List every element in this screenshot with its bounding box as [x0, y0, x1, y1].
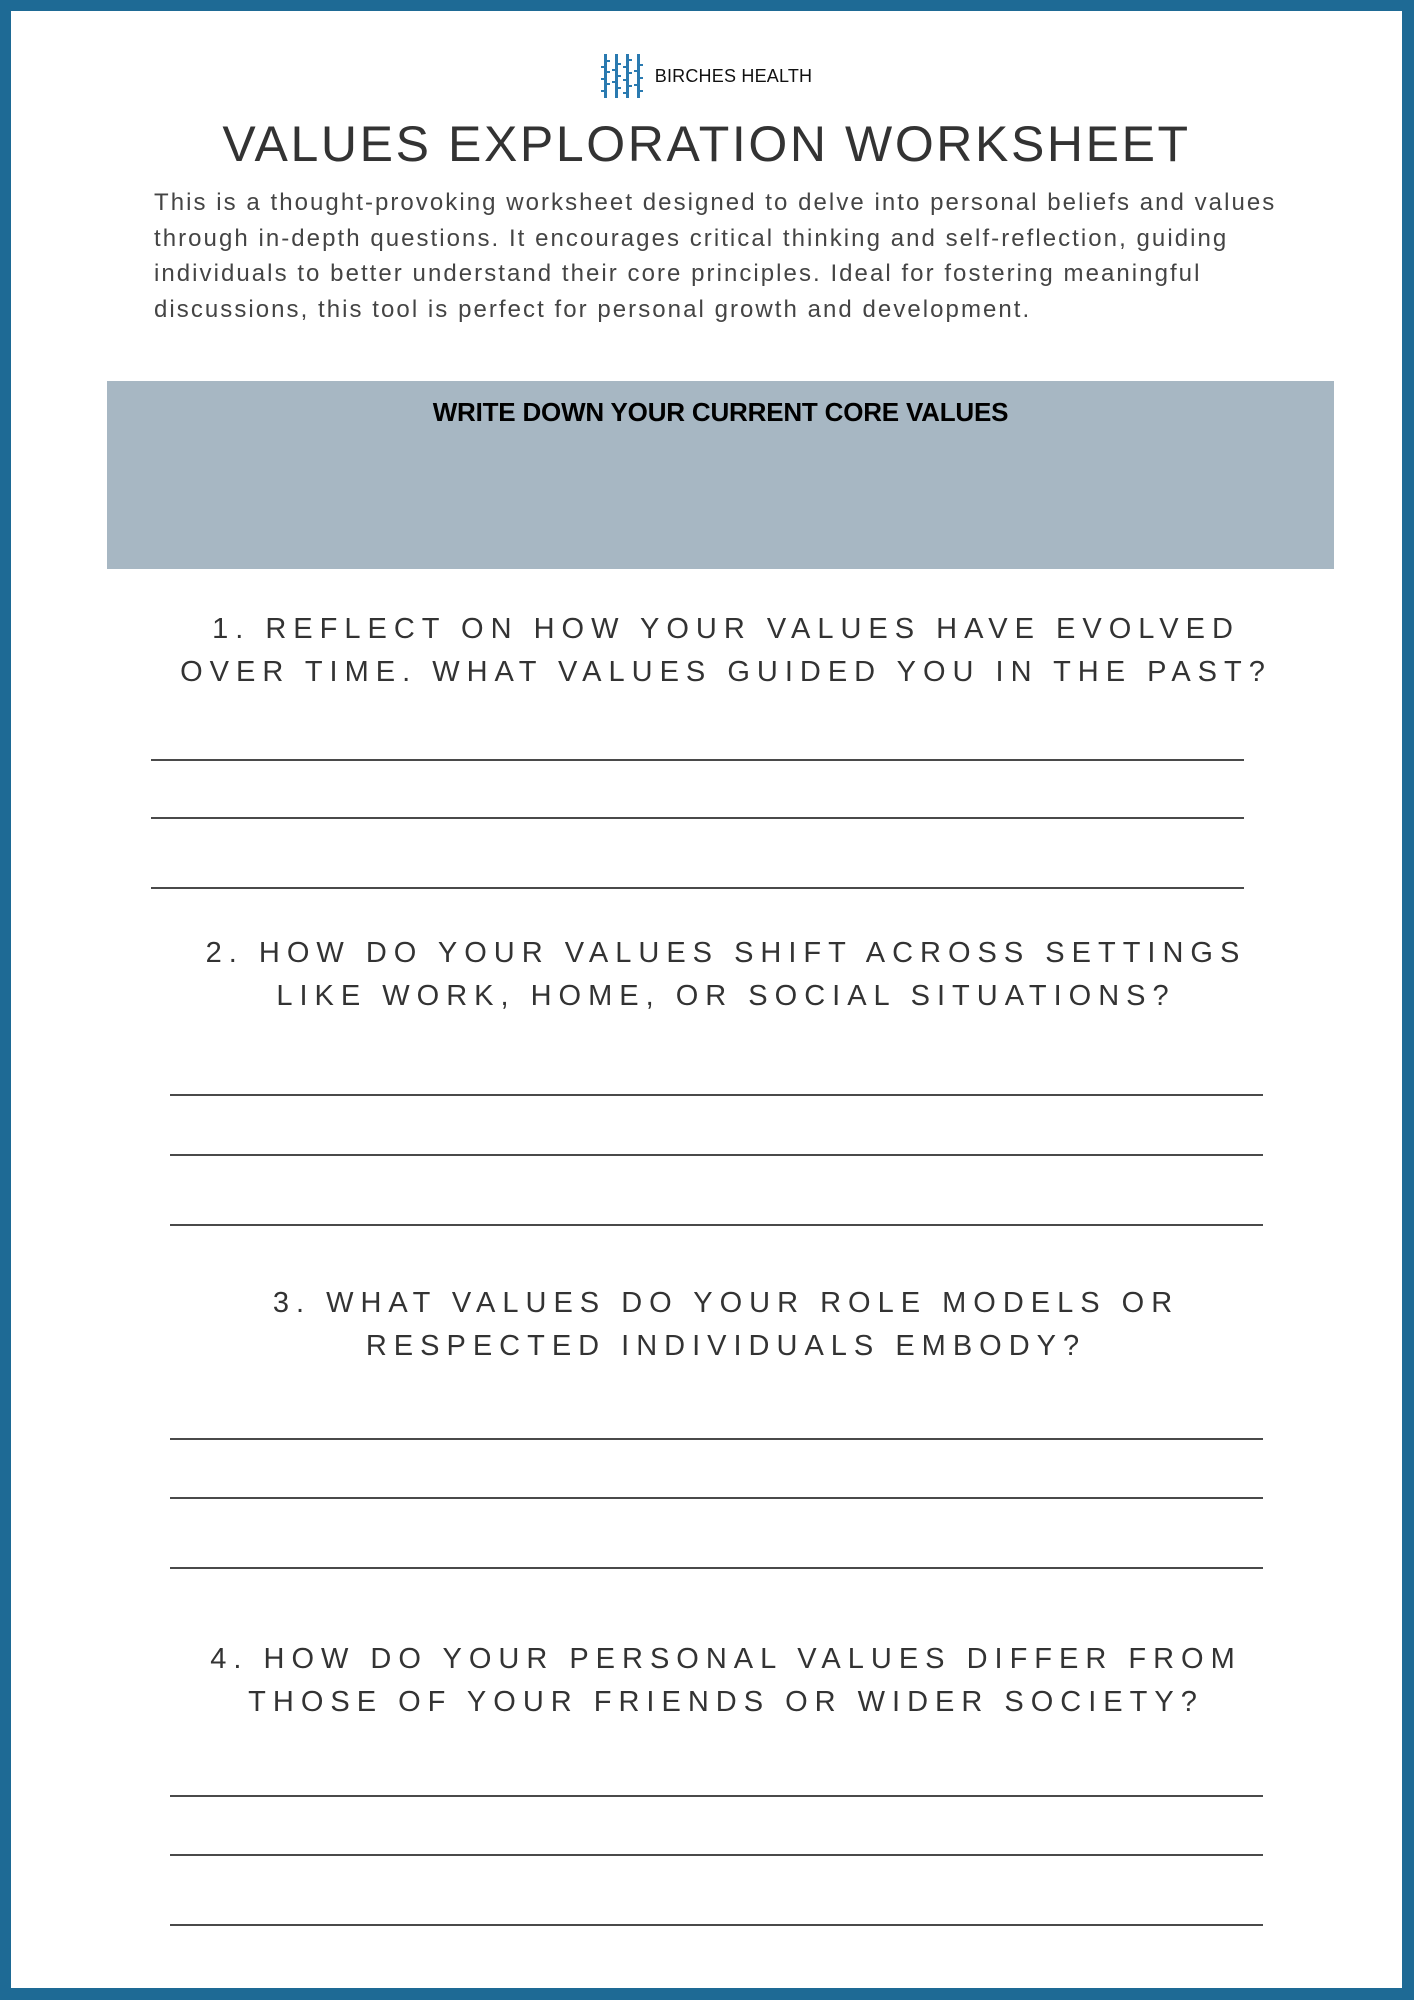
question-2: [111, 932, 1341, 1018]
answer-line-q4-3[interactable]: [170, 1924, 1263, 1926]
answer-line-q4-2[interactable]: [170, 1854, 1263, 1856]
answer-line-q2-3[interactable]: [170, 1224, 1263, 1226]
intro-paragraph: This is a thought-provoking worksheet designed to delve into personal beliefs and values through in-depth questions. It encourages critical thinking and self-reflection, guiding individuals to better understand their core principles. Ideal for fostering meaningful discussions, this tool is perfect for personal growth and development.: [154, 189, 1277, 323]
worksheet-page: [11, 11, 1402, 1988]
question-1-line-2: OVER TIME. WHAT VALUES GUIDED YOU IN THE PAST?: [180, 656, 1272, 688]
question-4-line-2: THOSE OF YOUR FRIENDS OR WIDER SOCIETY?: [248, 1686, 1204, 1718]
question-3-line-1: 3. WHAT VALUES DO YOUR ROLE MODELS OR: [272, 1287, 1180, 1319]
answer-line-q3-1[interactable]: [170, 1438, 1263, 1440]
answer-line-q1-2[interactable]: [151, 817, 1244, 819]
question-3: [111, 1282, 1341, 1368]
question-4: [111, 1638, 1341, 1724]
answer-line-q3-3[interactable]: [170, 1567, 1263, 1569]
brand-header: [11, 54, 1402, 98]
core-values-heading: WRITE DOWN YOUR CURRENT CORE VALUES: [432, 397, 1009, 427]
page-title: VALUES EXPLORATION WORKSHEET: [222, 116, 1191, 172]
answer-line-q1-3[interactable]: [151, 887, 1244, 889]
question-2-line-1: 2. HOW DO YOUR VALUES SHIFT ACROSS SETTINGS: [205, 937, 1247, 969]
answer-line-q4-1[interactable]: [170, 1795, 1263, 1797]
answer-line-q2-1[interactable]: [170, 1094, 1263, 1096]
brand-name: BIRCHES HEALTH: [654, 65, 813, 86]
answer-line-q1-1[interactable]: [151, 759, 1244, 761]
answer-line-q2-2[interactable]: [170, 1154, 1263, 1156]
question-1-line-1: 1. REFLECT ON HOW YOUR VALUES HAVE EVOLVED: [212, 613, 1240, 645]
birch-trees-icon: [601, 54, 645, 98]
question-2-line-2: LIKE WORK, HOME, OR SOCIAL SITUATIONS?: [276, 980, 1176, 1012]
question-3-line-2: RESPECTED INDIVIDUALS EMBODY?: [365, 1330, 1087, 1362]
core-values-box[interactable]: [107, 381, 1334, 569]
question-4-line-1: 4. HOW DO YOUR PERSONAL VALUES DIFFER FROM: [210, 1643, 1242, 1675]
question-1: [111, 608, 1341, 694]
answer-line-q3-2[interactable]: [170, 1497, 1263, 1499]
